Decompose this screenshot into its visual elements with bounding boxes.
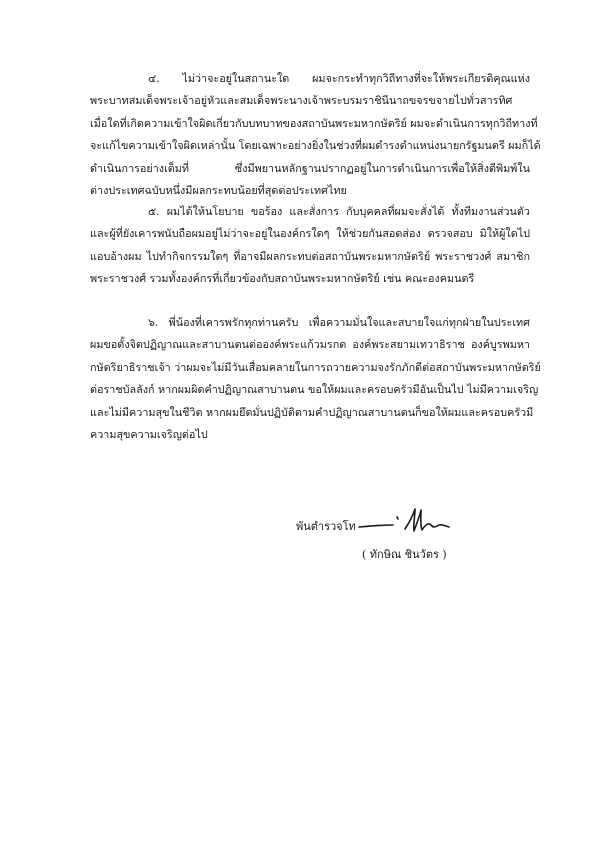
paragraph-line: ๖. พี่น้องที่เคารพรักทุกท่านครับ เพื่อความมั่นใจและสบายใจแก่ทุกฝ่ายในประเทศ — [148, 316, 530, 329]
paragraph-line: แอบอ้างผม ไปทำกิจกรรมใดๆ ที่อาจมีผลกระทบต่อสถาบันพระมหากษัตริย์ พระราชวงศ์ สมาชิก — [90, 249, 530, 263]
paragraph-line: ดำเนินการอย่างเต็มที่ ซึ่งมีพยานหลักฐานปรากฏอยู่ในการดำเนินการเพื่อให้สิ่งตีพิมพ์ใน — [90, 161, 530, 175]
paragraph-line: ต่อราชบัลลังก์ หากผมผิดคำปฏิญาณสาบานตน ขอให้ผมและครอบครัวมีอันเป็นไป ไม่มีความเจริญ — [90, 383, 539, 397]
paragraph-line: ความสุขความเจริญต่อไป — [90, 427, 208, 441]
paragraph-line: และผู้ที่ยังเคารพนับถือผมอยู่ไม่ว่าจะอยู่ในองค์กรใดๆ ให้ช่วยกันสอดส่อง ตรวจสอบ มิให้ผู้ใดไป — [90, 227, 530, 241]
signature-block — [0, 505, 613, 565]
paragraph-line: จะแก้ไขความเข้าใจผิดเหล่านั้น โดยเฉพาะอย่างยิ่งในช่วงที่ผมดำรงตำแหน่งนายกรัฐมนตรี ผมก็ได้ — [90, 139, 541, 153]
paragraph-line: กษัตริยาธิราชเจ้า ว่าผมจะไม่มีวันเสื่อมคลายในการถวายความจงรักภักดีต่อสถาบันพระมหากษัตริย์ — [90, 360, 541, 374]
signatory-rank: พันตำรวจโท — [296, 520, 356, 533]
handwritten-signature — [357, 505, 462, 545]
paragraph-line: ต่างประเทศฉบับหนึ่งมีผลกระทบน้อยที่สุดต่อประเทศไทย — [90, 183, 347, 197]
paragraph-line: ผมขอตั้งจิตปฏิญาณและสาบานตนต่อองค์พระแก้วมรกต องค์พระสยามเทวาธิราช องค์บูรพมหา — [90, 338, 530, 352]
paragraph-line: ๔. ไม่ว่าจะอยู่ในสถานะใด ผมจะกระทำทุกวิถีทางที่จะให้พระเกียรติคุณแห่ง — [148, 72, 530, 85]
paragraph-4 — [90, 68, 541, 202]
paragraph-line: พระราชวงศ์ รวมทั้งองค์กรที่เกี่ยวข้องกับสถาบันพระมหากษัตริย์ เช่น คณะองคมนตรี — [90, 272, 475, 286]
paragraph-line: เมื่อใดที่เกิดความเข้าใจผิดเกี่ยวกับบทบาทของสถาบันพระมหากษัตริย์ ผมจะดำเนินการทุกวิถีทางที่ — [90, 116, 538, 130]
signatory-name: ( ทักษิณ ชินวัตร ) — [362, 548, 447, 561]
paragraph-line: ๕. ผมได้ให้นโยบาย ขอร้อง และสั่งการ กับบุคคลที่ผมจะสั่งได้ ทั้งทีมงานส่วนตัว — [148, 205, 530, 218]
paragraph-6 — [90, 312, 541, 446]
paragraph-line: และไม่มีความสุขในชีวิต หากผมยึดมั่นปฏิบัติตามคำปฏิญาณสาบานตนก็ขอให้ผมและครอบครัวมี — [90, 405, 534, 419]
paragraph-5 — [90, 201, 530, 291]
paragraph-line: พระบาทสมเด็จพระเจ้าอยู่หัวและสมเด็จพระนางเจ้าพระบรมราชินีนาถขจรขจายไปทั่วสารทิศ — [90, 94, 513, 108]
